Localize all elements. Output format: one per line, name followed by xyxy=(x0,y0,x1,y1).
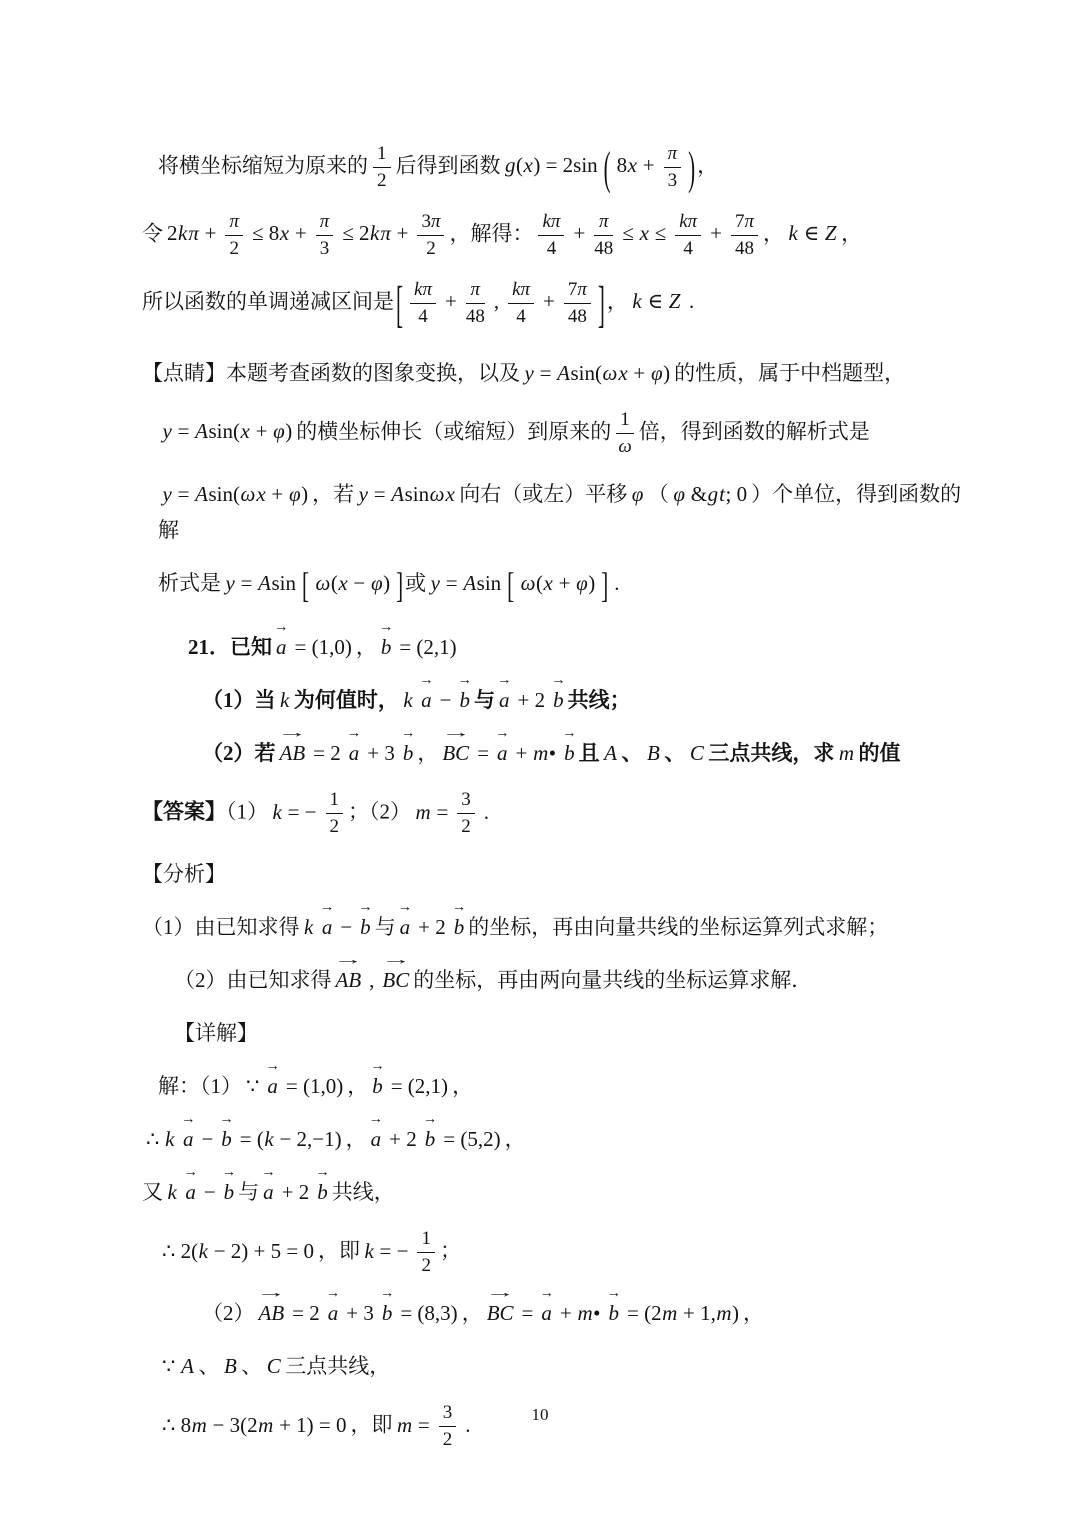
vector-arrow-icon: → xyxy=(419,672,434,689)
fraction-denominator: 2 xyxy=(421,1255,431,1277)
math-run: + m• xyxy=(515,741,557,766)
math-run: ≤ x ≤ xyxy=(622,221,667,246)
vector-arrow-icon: → xyxy=(440,725,471,742)
fraction-numerator: kπ xyxy=(508,278,534,304)
inequality-line xyxy=(142,210,965,261)
text-run: 或 xyxy=(405,571,427,595)
analysis-heading xyxy=(142,856,965,892)
text-run: 、 xyxy=(198,1354,220,1379)
vector-b: → b xyxy=(457,672,472,713)
vector-b: → b xyxy=(551,672,566,713)
vector-arrow-icon: → xyxy=(370,1058,385,1075)
math-run: A xyxy=(604,741,617,766)
vector-b: → b xyxy=(370,1058,385,1099)
vector-AB: → AB xyxy=(333,952,364,993)
text-run: 共线， xyxy=(331,1180,395,1205)
text-run: 三点共线， xyxy=(285,1354,391,1379)
vector-AB: → AB xyxy=(256,1285,287,1326)
math-run: y = Asin xyxy=(430,571,502,595)
text-run: 与 xyxy=(238,1180,260,1205)
text-run: 又 xyxy=(142,1180,163,1205)
fraction xyxy=(326,788,344,839)
fraction xyxy=(594,210,613,261)
vector-a: → a xyxy=(261,1164,276,1205)
vector-a: → a xyxy=(397,899,413,940)
vector-a: → a xyxy=(183,1164,198,1205)
bold-text-run: 且 xyxy=(578,741,600,766)
vector-arrow-icon: → xyxy=(378,619,394,636)
fraction-numerator: 3 xyxy=(457,788,475,814)
text-run: ， xyxy=(606,289,628,314)
vector-arrow-icon: → xyxy=(497,672,512,689)
math-run: m xyxy=(838,741,854,766)
fraction-denominator: 2 xyxy=(229,238,239,259)
text-run: ， xyxy=(697,153,719,178)
text-run: ；（2） xyxy=(348,799,412,824)
solution-collinear-condition xyxy=(142,1164,965,1210)
fraction xyxy=(564,278,591,329)
fraction-numerator: π xyxy=(664,142,682,168)
vector-b: → b xyxy=(451,899,467,940)
text-run: ， xyxy=(763,221,785,246)
math-run: + 2 xyxy=(281,1180,310,1205)
bold-text-run: （2）若 xyxy=(202,741,276,766)
math-run: . xyxy=(688,289,695,314)
solution-k-value xyxy=(142,1227,965,1278)
vector-arrow-icon: → xyxy=(485,1285,516,1302)
math-run: 8x + xyxy=(616,153,655,178)
math-run: + 2 xyxy=(418,915,446,940)
text-run: （2） xyxy=(202,1301,255,1326)
text-run: 倍，得到函数的解析式是 xyxy=(638,419,870,444)
bold-text-run: （1）当 xyxy=(202,688,276,713)
problem-21-statement xyxy=(142,619,965,665)
math-run: . xyxy=(614,571,620,595)
vector-arrow-icon: → xyxy=(457,672,472,689)
vector-a: → a xyxy=(497,672,512,713)
text-run: 的横坐标伸长（或缩短）到原来的 xyxy=(296,419,612,444)
big-bracket: [ xyxy=(396,274,403,333)
math-run: = xyxy=(521,1301,534,1326)
fraction-numerator: kπ xyxy=(675,210,701,236)
big-bracket: ] xyxy=(597,274,605,333)
solution-coordinates xyxy=(142,1111,965,1157)
fraction-numerator: π xyxy=(466,278,485,304)
math-run: = (2,1) xyxy=(399,635,457,660)
vector-arrow-icon: → xyxy=(606,1285,621,1302)
text-run: （2）由已知求得 xyxy=(174,968,332,993)
math-run: k ∈ Z xyxy=(788,221,837,246)
vector-arrow-icon: → xyxy=(319,899,335,916)
math-run: k xyxy=(304,915,314,940)
fraction-numerator: 7π xyxy=(731,210,758,236)
math-run: = (2,1) xyxy=(390,1074,449,1099)
vector-a: → a xyxy=(325,1285,341,1326)
fraction-numerator: 1 xyxy=(616,408,634,434)
vector-arrow-icon: → xyxy=(368,1111,384,1128)
fraction xyxy=(457,788,475,839)
text-run: 【分析】 xyxy=(142,862,226,887)
math-run: k xyxy=(280,688,290,713)
math-run: = 2 xyxy=(292,1301,320,1326)
vector-b: → b xyxy=(562,725,577,766)
vector-b: → b xyxy=(219,1111,234,1152)
fraction xyxy=(466,278,485,329)
math-run: − xyxy=(439,688,452,713)
fraction xyxy=(417,1227,435,1278)
math-run: ≤ 8x + xyxy=(251,221,307,246)
fraction-denominator: 4 xyxy=(516,306,526,327)
fraction xyxy=(664,142,682,193)
fraction-denominator: 2 xyxy=(442,1429,453,1451)
vector-arrow-icon: → xyxy=(274,619,289,636)
math-run: . xyxy=(483,799,490,824)
fraction xyxy=(616,408,634,459)
math-run: + xyxy=(444,289,457,314)
big-bracket: ] xyxy=(601,564,609,606)
vector-arrow-icon: → xyxy=(325,1285,341,1302)
text-run: （ xyxy=(647,482,669,506)
vector-a: → a xyxy=(265,1058,280,1099)
vector-b: → b xyxy=(400,725,416,766)
analysis-part1 xyxy=(142,899,965,945)
fraction xyxy=(410,278,436,329)
text-run: ， xyxy=(345,1127,367,1152)
math-run: . xyxy=(465,1412,471,1437)
text-run: ，即 xyxy=(317,1238,360,1263)
fraction-numerator: 1 xyxy=(326,788,344,814)
solution-part2-vectors xyxy=(142,1285,965,1331)
vector-a: → a xyxy=(274,619,289,660)
bold-text-run: 【答案】 xyxy=(142,799,226,824)
big-bracket: ] xyxy=(396,564,404,606)
math-run: φ xyxy=(631,482,644,506)
text-run: ， xyxy=(355,635,377,660)
fraction-denominator: 2 xyxy=(426,238,436,259)
vector-a: → a xyxy=(495,725,510,766)
fraction xyxy=(538,210,564,261)
text-run: 令 xyxy=(142,221,163,246)
detail-heading xyxy=(142,1015,965,1051)
fraction-denominator: 4 xyxy=(546,238,557,259)
vector-a: → a xyxy=(319,899,335,940)
page-number: 10 xyxy=(531,1405,549,1424)
text-run: ）个单位，得到函数的解 xyxy=(158,482,962,542)
vector-arrow-icon: → xyxy=(219,1111,234,1128)
vector-a: → a xyxy=(419,672,434,713)
text-run: 解：（1） xyxy=(158,1074,242,1099)
fraction xyxy=(508,278,534,329)
math-run: ∴ k xyxy=(146,1127,175,1152)
vector-AB: → AB xyxy=(277,725,308,766)
fraction-denominator: 3 xyxy=(667,170,678,191)
math-run: m = xyxy=(415,799,449,824)
math-run: k = − xyxy=(272,799,317,824)
answer-line xyxy=(142,788,965,839)
vector-b: → b xyxy=(315,1164,330,1205)
text-run: ，即 xyxy=(350,1412,393,1437)
fraction xyxy=(675,210,701,261)
vector-b: → b xyxy=(422,1111,438,1152)
text-run: 析式是 xyxy=(158,571,221,595)
bold-text-run: 与 xyxy=(474,688,495,713)
vector-arrow-icon: → xyxy=(562,725,577,742)
vector-a: → a xyxy=(368,1111,384,1152)
math-run: ∴ 8m − 3(2m + 1) = 0 xyxy=(162,1412,347,1437)
math-run: + xyxy=(710,221,722,246)
vector-arrow-icon: → xyxy=(422,1111,438,1128)
bold-text-run: 的值 xyxy=(858,741,901,766)
math-run: + 2 xyxy=(389,1127,417,1152)
vector-arrow-icon: → xyxy=(181,1111,196,1128)
bold-text-run: 21．已知 xyxy=(188,635,272,660)
text-run: 将横坐标缩短为原来的 xyxy=(158,153,368,178)
key-point-scale xyxy=(142,408,965,459)
bold-text-run: 共线； xyxy=(567,688,631,713)
vector-arrow-icon: → xyxy=(183,1164,198,1181)
key-point-intro xyxy=(142,355,965,391)
vector-a: → a xyxy=(181,1111,196,1152)
vector-arrow-icon: → xyxy=(265,1058,280,1075)
math-run: k xyxy=(403,688,413,713)
text-run: ， xyxy=(452,1074,474,1099)
math-run: + 3 xyxy=(367,741,395,766)
vector-arrow-icon: → xyxy=(358,899,373,916)
math-run: + 2 xyxy=(517,688,546,713)
text-run: ， xyxy=(841,221,863,246)
math-run: k = − xyxy=(364,1238,409,1263)
math-run: = (5,2) xyxy=(443,1127,501,1152)
math-run: , xyxy=(493,289,500,314)
solution-given xyxy=(142,1058,965,1104)
math-run: + xyxy=(543,289,555,314)
g-transform-line xyxy=(142,142,965,193)
math-run: = xyxy=(477,741,490,766)
key-point-formula xyxy=(142,564,965,606)
vector-b: → b xyxy=(379,1285,395,1326)
text-run: （1）由已知求得 xyxy=(142,915,300,940)
text-run: 【详解】 xyxy=(174,1021,258,1046)
fraction-numerator: kπ xyxy=(538,210,564,236)
math-run: C xyxy=(689,741,704,766)
problem-21-part1 xyxy=(142,672,965,718)
fraction xyxy=(225,210,243,261)
math-run: g(x) = 2sin xyxy=(505,153,598,178)
math-run: 2kπ + xyxy=(167,221,217,246)
bold-text-run: 为何值时， xyxy=(293,688,399,713)
vector-arrow-icon: → xyxy=(277,725,308,742)
key-point-shift xyxy=(142,476,965,548)
fraction-denominator: 2 xyxy=(461,816,471,838)
math-run: = (k − 2,−1) xyxy=(239,1127,342,1152)
vector-a: → a xyxy=(539,1285,554,1326)
fraction-numerator: π xyxy=(316,210,334,236)
math-run: φ &gt; 0 xyxy=(673,482,748,506)
vector-b: → b xyxy=(606,1285,621,1326)
document-body xyxy=(142,142,965,1469)
math-run: = 2 xyxy=(313,741,341,766)
math-run: ≤ 2kπ + xyxy=(342,221,409,246)
fraction-denominator: 4 xyxy=(418,306,428,327)
text-run: 向右（或左）平移 xyxy=(459,482,628,506)
math-run: C xyxy=(266,1354,281,1379)
math-run: = (1,0) xyxy=(294,635,352,660)
vector-arrow-icon: → xyxy=(346,725,362,742)
text-run: 【点睛】本题考查函数的图象变换，以及 xyxy=(142,361,520,385)
text-run: 后得到函数 xyxy=(395,153,501,178)
fraction-denominator: 48 xyxy=(594,238,614,259)
vector-arrow-icon: → xyxy=(539,1285,554,1302)
vector-arrow-icon: → xyxy=(397,899,413,916)
text-run: 所以函数的单调递减区间是 xyxy=(142,289,394,314)
vector-arrow-icon: → xyxy=(379,1285,395,1302)
text-run: 的坐标，再由向量共线的坐标运算列式求解； xyxy=(468,915,889,940)
problem-21-part2 xyxy=(142,725,965,771)
fraction-numerator: 3 xyxy=(439,1401,457,1427)
big-bracket: [ xyxy=(507,564,515,606)
math-run: ∵ A xyxy=(162,1354,194,1379)
math-run: k ∈ Z xyxy=(632,289,681,314)
fraction xyxy=(316,210,334,261)
math-run: = (2m + 1,m) xyxy=(627,1301,740,1326)
vector-a: → a xyxy=(346,725,362,766)
fraction-denominator: 48 xyxy=(465,306,485,327)
math-run: = (1,0) xyxy=(285,1074,344,1099)
fraction-numerator: π xyxy=(594,210,613,236)
math-run: − xyxy=(201,1127,214,1152)
fraction-denominator: 2 xyxy=(329,816,340,838)
math-run: y = Asin(ωx + φ) xyxy=(162,482,309,506)
fraction-denominator: 48 xyxy=(735,238,755,259)
text-run: ，解得： xyxy=(449,221,534,246)
math-run: + 3 xyxy=(346,1301,374,1326)
math-run: − xyxy=(340,915,353,940)
vector-arrow-icon: → xyxy=(221,1164,237,1181)
math-run: + xyxy=(573,221,586,246)
math-run: B xyxy=(646,741,660,766)
math-run: y = Asin xyxy=(225,571,297,595)
math-run: , xyxy=(369,968,375,993)
text-run: 的坐标，再由两向量共线的坐标运算求解． xyxy=(413,968,813,993)
vector-arrow-icon: → xyxy=(256,1285,287,1302)
math-run: y = Asin(x + φ) xyxy=(162,419,293,444)
math-run: y = Asin(ωx + φ) xyxy=(524,361,671,385)
math-run: m = xyxy=(397,1412,430,1437)
vector-arrow-icon: → xyxy=(400,725,416,742)
vector-arrow-icon: → xyxy=(315,1164,330,1181)
math-run: ω(x − φ) xyxy=(315,571,391,595)
text-run: ， xyxy=(504,1127,526,1152)
vector-BC: → BC xyxy=(485,1285,516,1326)
bold-text-run: 三点共线，求 xyxy=(708,741,835,766)
decreasing-interval-line xyxy=(142,274,965,333)
text-run: 与 xyxy=(374,915,396,940)
big-bracket: ) xyxy=(688,141,696,194)
vector-arrow-icon: → xyxy=(451,899,467,916)
math-run: ω(x + φ) xyxy=(520,571,596,595)
fraction xyxy=(417,210,444,261)
text-run: ， xyxy=(347,1074,369,1099)
vector-b: → b xyxy=(358,899,373,940)
text-run: 的性质，属于中档题型， xyxy=(674,361,906,385)
vector-arrow-icon: → xyxy=(333,952,364,969)
analysis-part2 xyxy=(142,952,965,998)
math-run: k xyxy=(167,1180,177,1205)
big-bracket: ( xyxy=(603,141,611,194)
text-run: ， xyxy=(743,1301,765,1326)
vector-b: → b xyxy=(378,619,394,660)
fraction xyxy=(373,142,391,193)
vector-arrow-icon: → xyxy=(551,672,566,689)
text-run: 、 xyxy=(241,1354,263,1379)
vector-arrow-icon: → xyxy=(495,725,510,742)
fraction-numerator: π xyxy=(225,210,243,236)
text-run: ， xyxy=(461,1301,483,1326)
math-run: + m• xyxy=(559,1301,601,1326)
bold-text-run: 、 xyxy=(664,741,686,766)
vector-BC: → BC xyxy=(440,725,471,766)
fraction-denominator: 4 xyxy=(683,238,693,259)
fraction-denominator: ω xyxy=(618,436,632,457)
math-run: y = Asinωx xyxy=(358,482,455,506)
text-run: （1） xyxy=(226,799,268,824)
solution-three-points xyxy=(142,1348,965,1384)
fraction-numerator: kπ xyxy=(410,278,436,304)
fraction-numerator: 1 xyxy=(373,142,391,168)
vector-b: → b xyxy=(221,1164,237,1205)
fraction-denominator: 2 xyxy=(377,170,387,191)
text-run: ， xyxy=(417,741,439,766)
text-run: ； xyxy=(439,1238,461,1263)
fraction-numerator: 3π xyxy=(417,210,444,236)
math-run: ∴ 2(k − 2) + 5 = 0 xyxy=(162,1238,314,1263)
math-run: − xyxy=(203,1180,216,1205)
fraction-numerator: 7π xyxy=(564,278,591,304)
vector-BC: → BC xyxy=(380,952,411,993)
fraction-denominator: 3 xyxy=(319,238,330,259)
fraction-numerator: 1 xyxy=(417,1227,435,1253)
math-run: = (8,3) xyxy=(400,1301,458,1326)
big-bracket: [ xyxy=(302,564,310,606)
math-run: B xyxy=(223,1354,237,1379)
text-run: ，若 xyxy=(312,482,355,506)
vector-arrow-icon: → xyxy=(261,1164,276,1181)
fraction-denominator: 48 xyxy=(567,306,587,327)
vector-arrow-icon: → xyxy=(380,952,411,969)
bold-text-run: 、 xyxy=(621,741,643,766)
math-run: ∵ xyxy=(246,1074,260,1099)
fraction xyxy=(731,210,758,261)
